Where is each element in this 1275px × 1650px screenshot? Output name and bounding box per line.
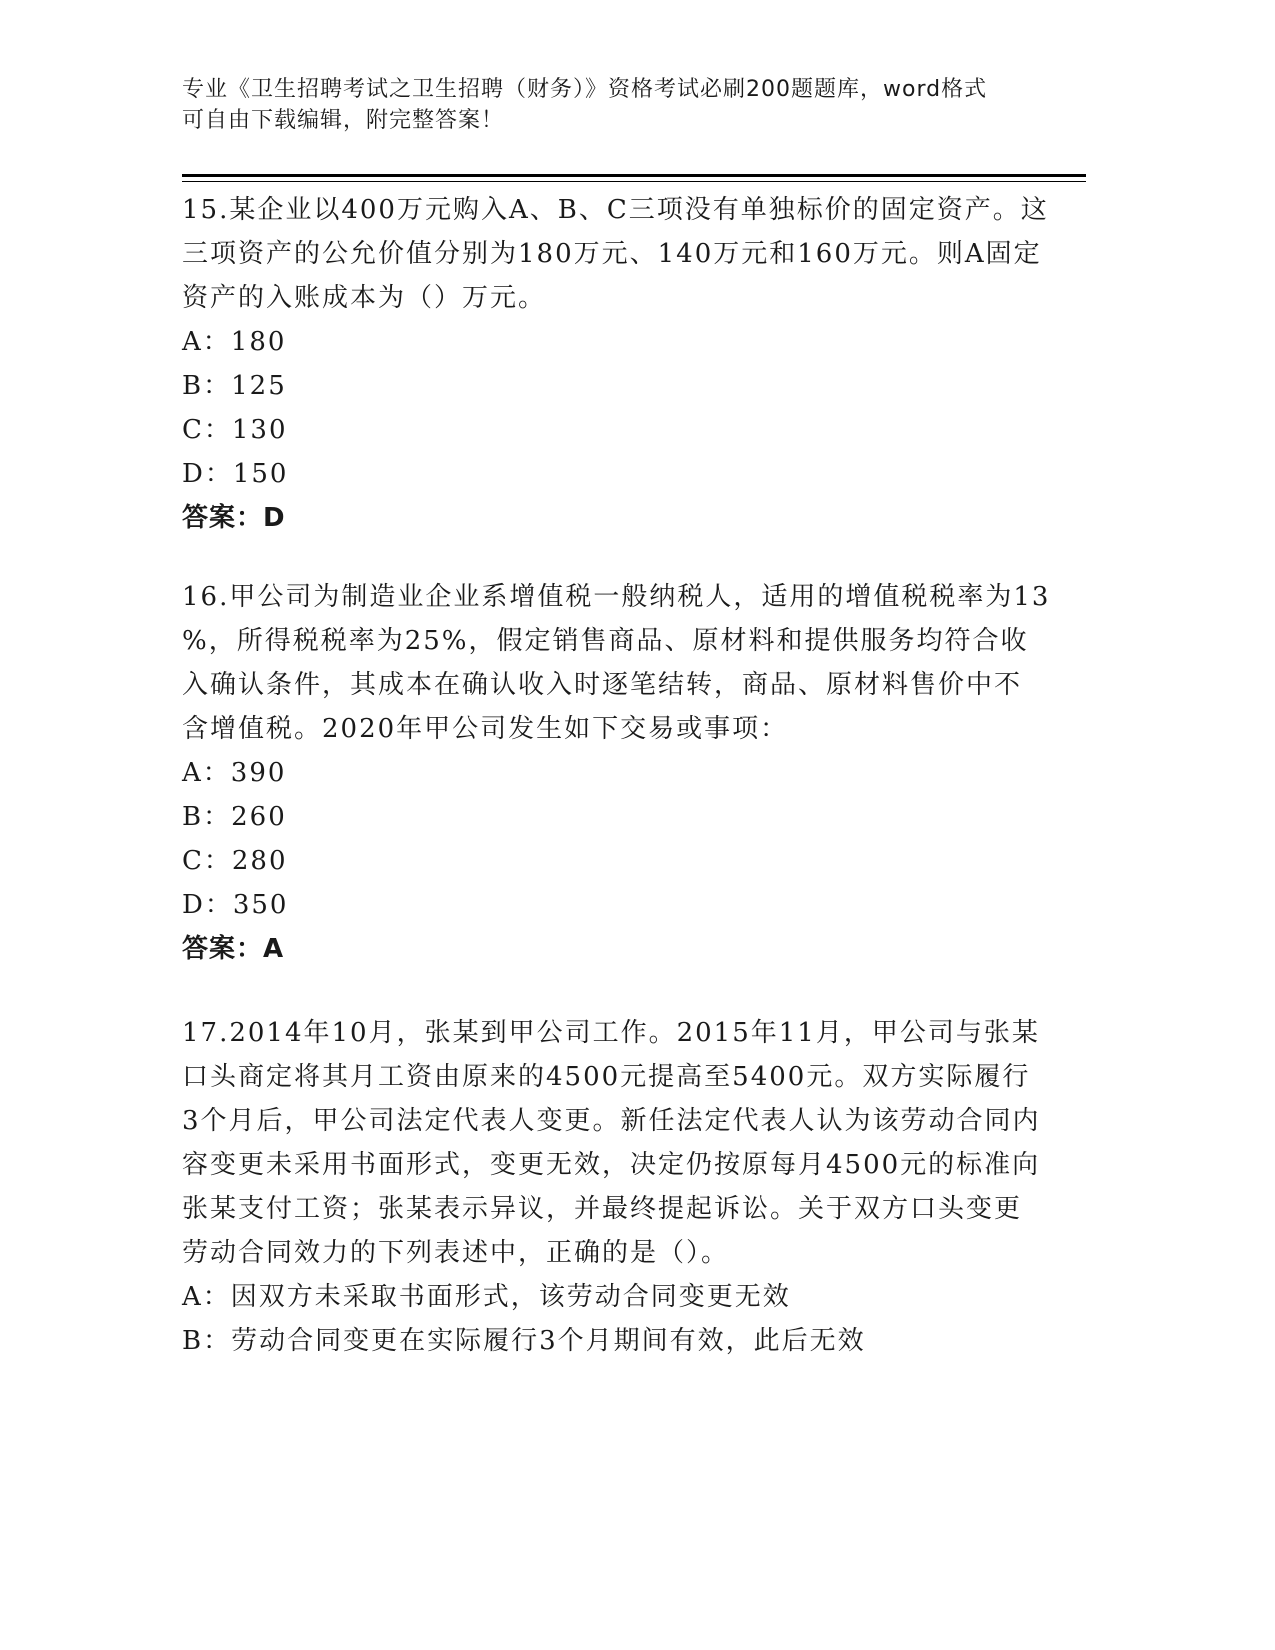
question-stem-line: %，所得税税率为25%，假定销售商品、原材料和提供服务均符合收 <box>182 626 1029 656</box>
question-stem-line: 资产的入账成本为（）万元。 <box>182 283 547 313</box>
question-stem-line: 15.某企业以400万元购入A、B、C三项没有单独标价的固定资产。这 <box>182 195 1049 225</box>
question-stem-line: 16.甲公司为制造业企业系增值税一般纳税人，适用的增值税税率为13 <box>182 582 1051 612</box>
option-b: B：劳动合同变更在实际履行3个月期间有效，此后无效 <box>182 1326 866 1356</box>
option-a: A：180 <box>182 327 287 357</box>
option-c: C：280 <box>182 846 288 876</box>
question-15 <box>182 188 1082 540</box>
question-stem-line: 17.2014年10月，张某到甲公司工作。2015年11月，甲公司与张某 <box>182 1018 1040 1048</box>
option-b: B：125 <box>182 371 287 401</box>
option-b: B：260 <box>182 802 287 832</box>
document-header <box>182 74 1082 136</box>
question-stem-line: 张某支付工资；张某表示异议，并最终提起诉讼。关于双方口头变更 <box>182 1194 1023 1224</box>
question-17 <box>182 1011 1082 1363</box>
header-divider-thin <box>182 181 1086 182</box>
header-divider-thick <box>182 174 1086 177</box>
question-stem-line: 三项资产的公允价值分别为180万元、140万元和160万元。则A固定 <box>182 239 1042 269</box>
header-line-1: 专业《卫生招聘考试之卫生招聘（财务）》资格考试必刷200题题库，word格式 <box>182 77 988 102</box>
answer-line: 答案：A <box>182 934 285 964</box>
answer-line: 答案：D <box>182 503 286 533</box>
option-d: D：150 <box>182 459 289 489</box>
question-16 <box>182 575 1082 971</box>
question-stem-line: 含增值税。2020年甲公司发生如下交易或事项： <box>182 714 789 744</box>
question-stem-line: 容变更未采用书面形式，变更无效，决定仍按原每月4500元的标准向 <box>182 1150 1041 1180</box>
question-stem-line: 劳动合同效力的下列表述中，正确的是（）。 <box>182 1238 730 1268</box>
question-stem-line: 3个月后，甲公司法定代表人变更。新任法定代表人认为该劳动合同内 <box>182 1106 1041 1136</box>
option-a: A：390 <box>182 758 287 788</box>
option-d: D：350 <box>182 890 289 920</box>
option-c: C：130 <box>182 415 288 445</box>
question-stem-line: 口头商定将其月工资由原来的4500元提高至5400元。双方实际履行 <box>182 1062 1031 1092</box>
header-line-2: 可自由下载编辑，附完整答案！ <box>182 108 505 133</box>
question-stem-line: 入确认条件，其成本在确认收入时逐笔结转，商品、原材料售价中不 <box>182 670 1023 700</box>
option-a: A：因双方未采取书面形式，该劳动合同变更无效 <box>182 1282 791 1312</box>
